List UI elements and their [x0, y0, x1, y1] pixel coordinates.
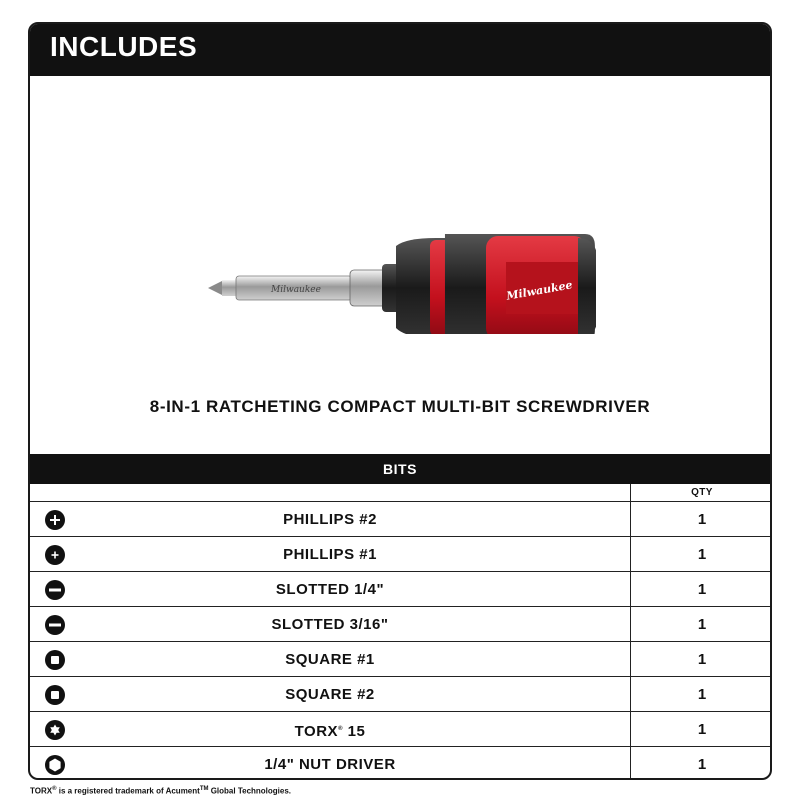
page-title: INCLUDES	[50, 31, 198, 62]
bit-qty: 1	[630, 537, 772, 571]
footnote-mark-1: ®	[52, 786, 57, 792]
torx-label-text: TORX	[294, 723, 339, 740]
trademark-footnote	[30, 786, 291, 796]
footnote-text-3: Global Technologies.	[208, 786, 292, 796]
bits-title: BITS	[383, 461, 417, 477]
bit-qty: 1	[630, 502, 772, 536]
footnote-text-1: TORX	[30, 786, 53, 796]
bit-label: SQUARE #2	[285, 686, 375, 703]
bit-label: SQUARE #1	[285, 651, 375, 668]
bit-qty: 1	[630, 607, 772, 641]
product-name: 8-IN-1 RATCHETING COMPACT MULTI-BIT SCREWDRIVER	[149, 397, 651, 416]
torx-size: 15	[342, 723, 366, 740]
table-row	[30, 607, 770, 642]
table-row	[30, 502, 770, 537]
bit-label	[30, 712, 630, 749]
table-row	[30, 572, 770, 607]
svg-text:Milwaukee: Milwaukee	[505, 278, 574, 303]
table-row	[30, 677, 770, 712]
footnote-mark-2: TM	[199, 786, 209, 792]
screwdriver-image	[206, 204, 596, 334]
table-row	[30, 747, 770, 780]
table-row	[30, 537, 770, 572]
bit-label: PHILLIPS #1	[283, 546, 377, 563]
bit-qty: 1	[630, 747, 772, 780]
bit-label: SLOTTED 3/16"	[271, 616, 389, 633]
registered-mark: ®	[338, 726, 343, 732]
bit-label: 1/4" NUT DRIVER	[264, 756, 396, 773]
bits-header	[30, 454, 770, 484]
bit-label: PHILLIPS #2	[283, 511, 377, 528]
bit-qty: 1	[630, 712, 772, 746]
qty-header-row	[30, 484, 770, 502]
includes-header	[30, 24, 770, 76]
bit-label: SLOTTED 1/4"	[275, 581, 385, 598]
bit-qty: 1	[630, 642, 772, 676]
svg-text:Milwaukee: Milwaukee	[271, 285, 321, 295]
product-area	[30, 76, 770, 454]
bits-table	[30, 484, 770, 780]
bit-qty: 1	[630, 677, 772, 711]
footnote-text-2: is a registered trademark of Acument	[56, 786, 200, 796]
bit-qty: 1	[630, 572, 772, 606]
table-row	[30, 712, 770, 747]
qty-column-header: QTY	[630, 484, 772, 501]
includes-card	[28, 22, 772, 780]
table-row	[30, 642, 770, 677]
